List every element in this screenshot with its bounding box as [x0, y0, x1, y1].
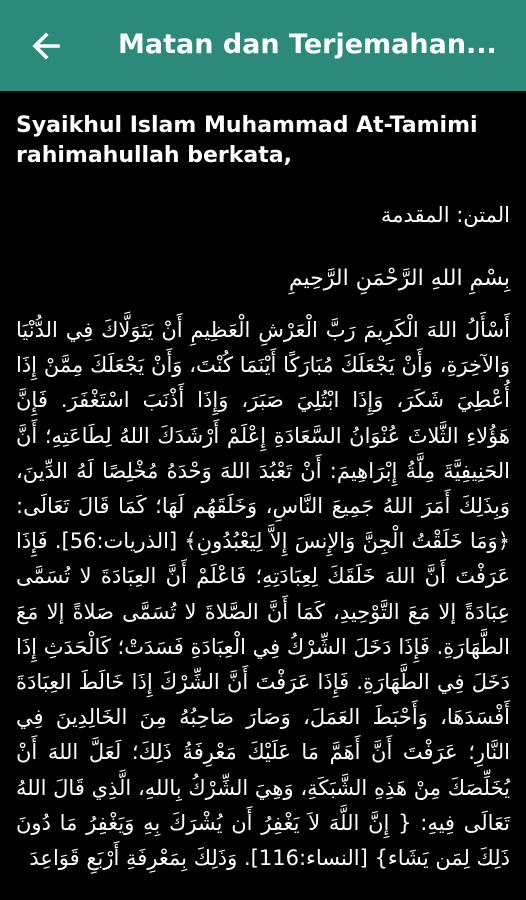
intro-text: Syaikhul Islam Muhammad At-Tamimi rahimahullah berkata,	[16, 113, 478, 168]
page-title: Matan dan Terjemahan...	[118, 29, 497, 60]
basmala-text: بِسْمِ اللهِ الرَّحْمَنِ الرَّحِيمِ	[288, 266, 510, 291]
section-heading: المتن: المقدمة	[381, 203, 510, 227]
back-button[interactable]	[22, 26, 70, 66]
content-area[interactable]	[0, 91, 526, 900]
app-bar	[0, 0, 526, 91]
matan-body-text: أَسْأَلُ اللهَ الْكَرِيمَ رَبَّ الْعَرْشِ الْعَظِيمِ أَنْ يَتَوَلَّاكَ فِي الدُّنْيَا وَالآخِرَةِ، وَأَنْ يَجْعَلَكَ مُبَارَكًا أَيْنَمَا كُنْتَ، وَأَنْ يَجْعَلَكَ مِمَّنْ إِذَا أُعْطِيَ شَكَرَ، وَإِذَا ابْتُلِيَ صَبَرَ، وَإِذَا أَذْنَبَ اسْتَغْفَرَ. فَإِنَّ هَؤُلاءِ الثَّلاثَ عُنْوَانُ السَّعَادَةِ إِعْلَمْ أَرْشَدَكَ اللهُ لِطَاعَتِهِ؛ أَنَّ الحَنِيفِيَّةَ مِلَّةُ إِبْرَاهِيمَ: أَنْ تَعْبُدَ اللهَ وَحْدَهُ مُخْلِصًا لَهُ الدِّينَ، وَبِذَلِكَ أَمَرَ اللهُ جَمِيعَ النَّاسِ، وَخَلَقَهُم لَهَا؛ كَمَا قَالَ تَعَالَى: ﴿وَمَا خَلَقْتُ الْجِنَّ وَالإِنسَ إِلاَّ لِيَعْبُدُونِ﴾ [الذريات:56]. فَإِذَا عَرَفْتَ أَنَّ اللهَ خَلَقَكَ لِعِبَادَتِهِ؛ فَاعْلَمْ أَنَّ العِبَادَةَ لا تُسَمَّى عِبَادَةً إلا مَعَ التَّوْحِيدِ، كَمَا أَنَّ الصَّلاةَ لا تُسَمَّى صَلاةً إلا مَعَ الطَّهَارَةِ. فَإِذَا دَخَلَ الشِّرْكُ فِي الْعِبَادَةِ فَسَدَتْ؛ كَالْحَدَثِ إِذَا دَخَلَ فِي الطَّهَارَةِ. فَإِذَا عَرَفْتَ أَنَّ الشِّرْكَ إِذَا خَالَطَ العِبَادَةَ أَفْسَدَهَا، وَأَحْبَطَ العَمَلَ، وَصَارَ صَاحِبُهُ مِنَ الخَالِدِينَ فِي النَّارِ؛ عَرَفْتَ أَنَّ أَهَمَّ مَا عَلَيْكَ مَعْرِفَةُ ذَلِكَ؛ لَعَلَّ اللهَ أَنْ يُخَلِّصَكَ مِنْ هَذِهِ الشَّبَكَةِ، وَهِيَ الشِّرْكُ بِاللهِ، الَّذِي قَالَ اللهُ تَعَالَى فِيهِ: { إِنَّ اللَّهَ لاَ يَغْفِرُ أَن يُشْرَكَ بِهِ وَيَغْفِرُ مَا دُونَ ذَلِكَ لِمَن يَشَاء} [النساء:116]. وَذَلِكَ بِمَعْرِفَةِ أَرْبَعِ قَوَاعِدَ	[16, 318, 510, 871]
arrow-back-icon	[22, 26, 70, 66]
